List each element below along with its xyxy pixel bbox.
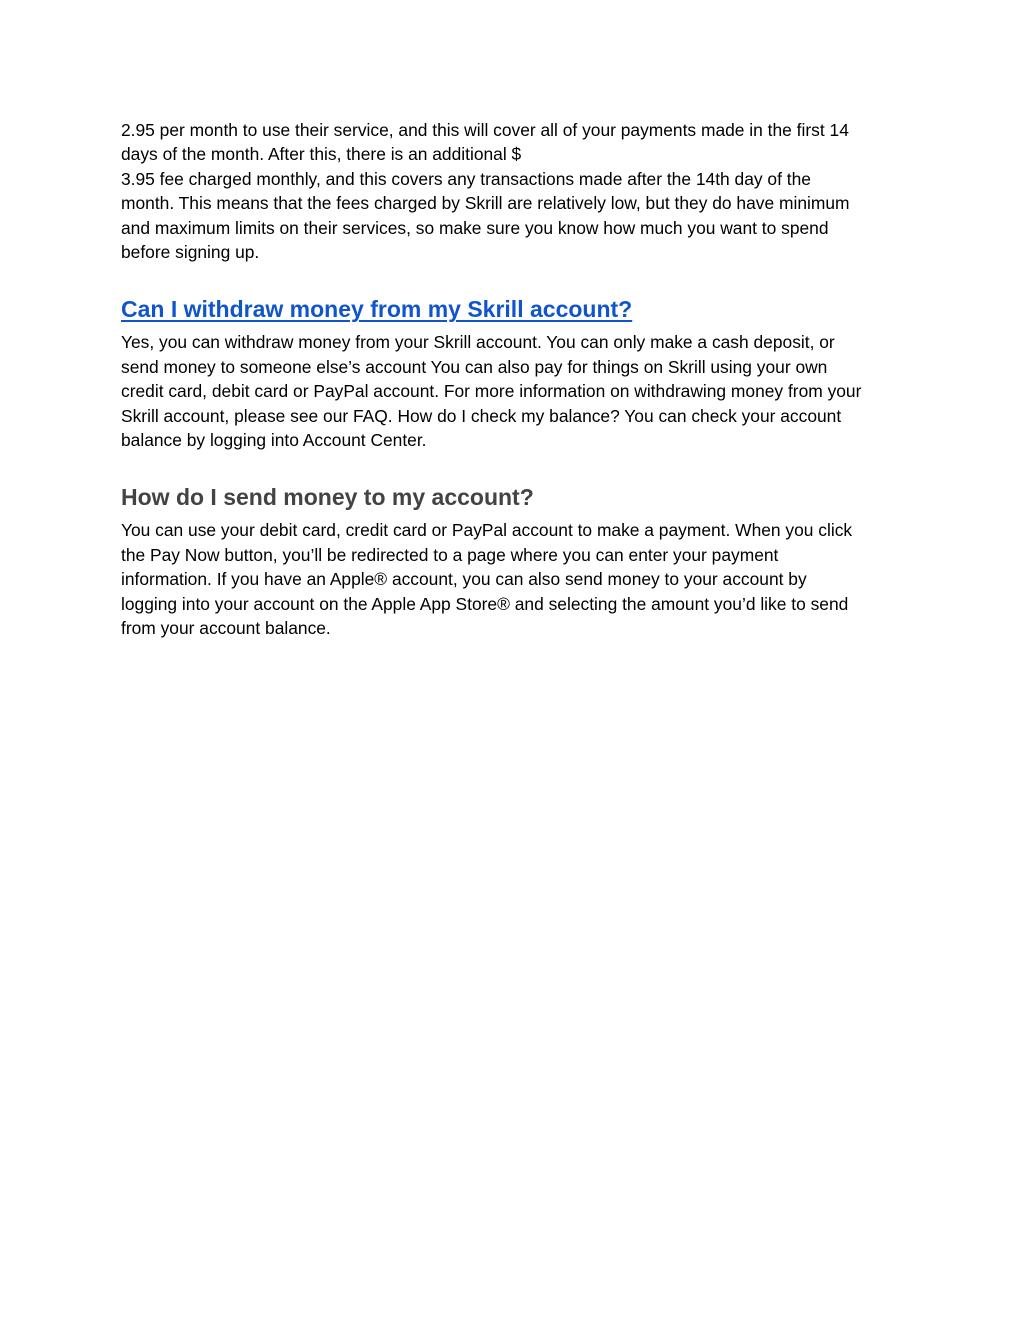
paragraph-line: credit card, debit card or PayPal account. For more information on withdrawing money from your [121,381,862,402]
paragraph-line: logging into your account on the Apple App Store® and selecting the amount you’d like to send [121,593,849,614]
paragraph-line: Skrill account, please see our FAQ. How do I check my balance? You can check your account [121,405,842,426]
paragraph-line: the Pay Now button, you’ll be redirected to a page where you can enter your payment [121,544,779,565]
withdraw-paragraph [121,330,911,452]
paragraph-line: balance by logging into Account Center. [121,430,427,451]
document-page [121,118,911,641]
send-money-heading: How do I send money to my account? [121,484,534,511]
paragraph-line: information. If you have an Apple® account, you can also send money to your account by [121,569,807,590]
paragraph-line: 3.95 fee charged monthly, and this covers any transactions made after the 14th day of the [121,168,811,189]
paragraph-line: month. This means that the fees charged by Skrill are relatively low, but they do have minimum [121,193,850,214]
paragraph-line: 2.95 per month to use their service, and this will cover all of your payments made in the first 14 [121,120,849,140]
paragraph-line: days of the month. After this, there is an additional $ [121,144,522,165]
paragraph-line: before signing up. [121,242,260,263]
paragraph-line: You can use your debit card, credit card or PayPal account to make a payment. When you click [121,520,853,541]
paragraph-line: from your account balance. [121,618,331,639]
paragraph-line: send money to someone else’s account You can also pay for things on Skrill using your own [121,356,828,377]
send-money-paragraph [121,518,911,640]
paragraph-line: Yes, you can withdraw money from your Skrill account. You can only make a cash deposit, or [121,332,835,353]
intro-paragraph [121,118,911,264]
paragraph-line: and maximum limits on their services, so make sure you know how much you want to spend [121,217,829,238]
withdraw-heading-link[interactable]: Can I withdraw money from my Skrill account? [121,296,633,323]
